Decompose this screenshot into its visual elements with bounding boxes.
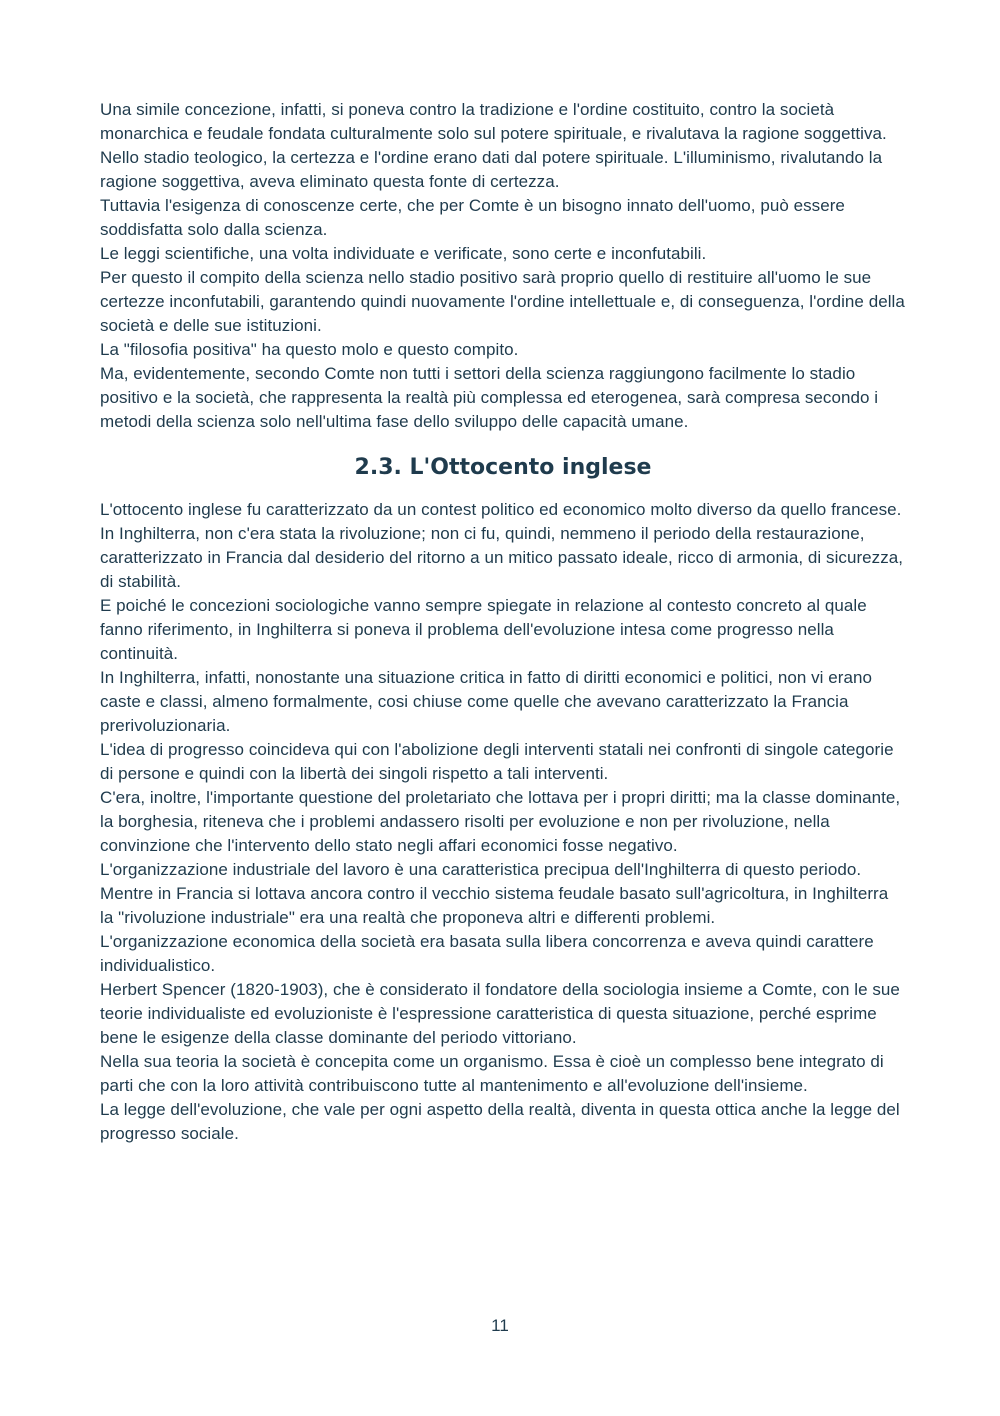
- section-heading: 2.3. L'Ottocento inglese: [354, 455, 652, 480]
- paragraph: L'ottocento inglese fu caratterizzato da un contest politico ed economico molto diverso da quello francese.: [100, 500, 902, 519]
- paragraph: Per questo il compito della scienza nello stadio positivo sarà proprio quello di restituire all'uomo le sue certezze inconfutabili, garantendo quindi nuovamente l'ordine intellettuale e, di conseguenza, l'ordine della società e delle sue istituzioni.: [100, 268, 905, 335]
- paragraph: La legge dell'evoluzione, che vale per ogni aspetto della realtà, diventa in questa ottica anche la legge del progresso sociale.: [100, 1100, 900, 1143]
- paragraph: Le leggi scientifiche, una volta individuate e verificate, sono certe e inconfutabili.: [100, 244, 707, 263]
- paragraph: Nello stadio teologico, la certezza e l'ordine erano dati dal potere spirituale. L'illuminismo, rivalutando la ragione soggettiva, aveva eliminato questa fonte di certezza.: [100, 148, 883, 191]
- paragraph: L'organizzazione industriale del lavoro è una caratteristica precipua dell'Inghilterra di questo periodo.: [100, 860, 862, 879]
- paragraph: L'organizzazione economica della società era basata sulla libera concorrenza e aveva quindi carattere individualistico.: [100, 932, 874, 975]
- paragraph: Nella sua teoria la società è concepita come un organismo. Essa è cioè un complesso bene integrato di parti che con la loro attività contribuiscono tutte al mantenimento e all'evoluzione dell'insieme.: [100, 1052, 884, 1095]
- paragraph: In Inghilterra, non c'era stata la rivoluzione; non ci fu, quindi, nemmeno il periodo della restaurazione, caratterizzato in Francia dal desiderio del ritorno a un mitico passato ideale, ricco di armonia, di sicurezza, di stabilità.: [100, 524, 904, 591]
- paragraph: L'idea di progresso coincideva qui con l'abolizione degli interventi statali nei confronti di singole categorie di persone e quindi con la libertà dei singoli rispetto a tali interventi.: [100, 740, 894, 783]
- paragraph: Ma, evidentemente, secondo Comte non tutti i settori della scienza raggiungono facilmente lo stadio positivo e la società, che rappresenta la realtà più complessa ed eterogenea, sarà compresa secondo i metodi della scienza solo nell'ultima fase dello sviluppo delle capacità umane.: [100, 364, 879, 431]
- paragraph: Mentre in Francia si lottava ancora contro il vecchio sistema feudale basato sull'agricoltura, in Inghilterra la "rivoluzione industriale" era una realtà che proponeva altri e differenti problemi.: [100, 884, 889, 927]
- paragraph: C'era, inoltre, l'importante questione del proletariato che lottava per i propri diritti; ma la classe dominante, la borghesia, riteneva che i problemi andassero risolti per evoluzione e non per rivoluzione, nella convinzione che l'intervento dello stato negli affari economici fosse negativo.: [100, 788, 901, 855]
- paragraph: In Inghilterra, infatti, nonostante una situazione critica in fatto di diritti economici e politici, non vi erano caste e classi, almeno formalmente, cosi chiuse come quelle che avevano caratterizzato la Francia prerivoluzionaria.: [100, 668, 873, 735]
- page-number: 11: [491, 1316, 509, 1335]
- page-content: [100, 98, 906, 1146]
- paragraph: Una simile concezione, infatti, si poneva contro la tradizione e l'ordine costituito, contro la società monarchica e feudale fondata culturalmente solo sul potere spirituale, e rivalutava la ragione soggettiva.: [100, 100, 887, 143]
- paragraph: E poiché le concezioni sociologiche vanno sempre spiegate in relazione al contesto concreto al quale fanno riferimento, in Inghilterra si poneva il problema dell'evoluzione intesa come progresso nella continuità.: [100, 596, 867, 663]
- paragraph: La "filosofia positiva" ha questo molo e questo compito.: [100, 340, 519, 359]
- paragraph: Tuttavia l'esigenza di conoscenze certe, che per Comte è un bisogno innato dell'uomo, può essere soddisfatta solo dalla scienza.: [100, 196, 845, 239]
- paragraph: Herbert Spencer (1820-1903), che è considerato il fondatore della sociologia insieme a Comte, con le sue teorie individualiste ed evoluzioniste è l'espressione caratteristica di questa situazione, perché esprime bene le esigenze della classe dominante del periodo vittoriano.: [100, 980, 900, 1047]
